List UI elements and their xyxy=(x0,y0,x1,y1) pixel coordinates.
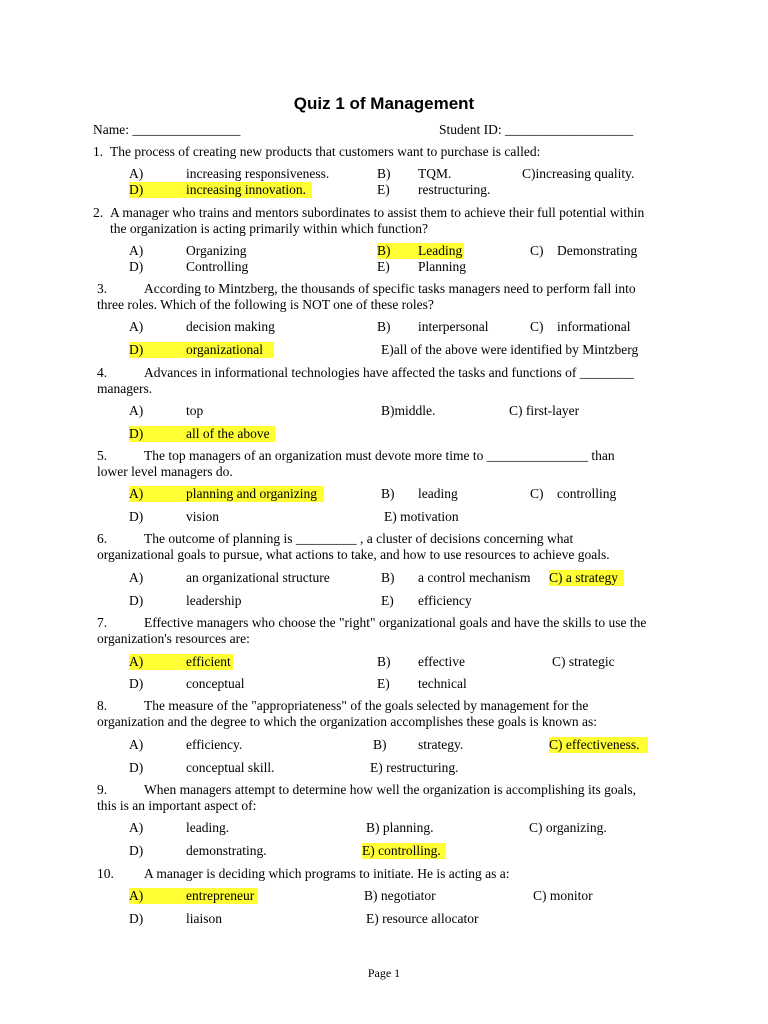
option-text: technical xyxy=(418,676,467,691)
option-letter: D) xyxy=(129,593,144,608)
option-text: B)middle. xyxy=(381,403,436,418)
option-letter: E) xyxy=(381,593,394,608)
option-letter: B) xyxy=(381,486,395,501)
option-text: strategy. xyxy=(418,737,464,752)
question-text: organizational goals to pursue, what actions to take, and how to use resources to achieve goals. xyxy=(97,547,610,562)
question-text: Advances in informational technologies have affected the tasks and functions of ________ xyxy=(144,365,634,380)
question-text: A manager is deciding which programs to initiate. He is acting as a: xyxy=(144,866,510,881)
option-text: decision making xyxy=(186,319,275,334)
question-text: The measure of the "appropriateness" of the goals selected by management for the xyxy=(144,698,589,713)
option-text: demonstrating. xyxy=(186,843,267,858)
option-letter: D) xyxy=(129,760,144,775)
question-text: lower level managers do. xyxy=(97,464,233,479)
option-letter: D) xyxy=(129,911,144,926)
question-text: the organization is acting primarily within which function? xyxy=(110,221,429,236)
question-text: According to Mintzberg, the thousands of specific tasks managers need to perform fall into xyxy=(144,281,636,296)
question-text: Effective managers who choose the "right" organizational goals and have the skills to use the xyxy=(144,615,647,630)
question-number: 1. xyxy=(93,144,104,159)
option-letter: B) xyxy=(377,654,391,669)
question-text: When managers attempt to determine how well the organization is accomplishing its goals, xyxy=(144,782,636,797)
highlighted-answer xyxy=(129,426,275,442)
option-letter: A) xyxy=(129,737,144,752)
option-text: entrepreneur xyxy=(186,888,255,903)
option-text: conceptual skill. xyxy=(186,760,275,775)
option-letter: D) xyxy=(129,509,144,524)
question-text: organization and the degree to which the organization accomplishes these goals is known as: xyxy=(97,714,597,729)
option-letter: B) xyxy=(377,166,391,181)
question-text: The outcome of planning is _________ , a cluster of decisions concerning what xyxy=(144,531,574,546)
option-text: all of the above xyxy=(186,426,270,441)
option-text: C) organizing. xyxy=(529,820,607,835)
option-letter: A) xyxy=(129,403,144,418)
option-text: an organizational structure xyxy=(186,570,330,585)
option-text: Demonstrating xyxy=(557,243,638,258)
highlighted-answer: C) a strategy xyxy=(549,570,624,586)
option-letter: B) xyxy=(381,570,395,585)
option-text: efficiency. xyxy=(186,737,243,752)
option-letter: D) xyxy=(129,843,144,858)
option-text: efficient xyxy=(186,654,231,669)
highlighted-answer xyxy=(129,486,324,502)
option-letter: A) xyxy=(129,570,144,585)
option-letter: D) xyxy=(129,426,144,441)
option-letter: A) xyxy=(129,486,144,501)
option-text: Leading xyxy=(418,243,463,258)
option-text: E) restructuring. xyxy=(370,760,459,775)
question-number: 7. xyxy=(97,615,108,630)
option-letter: A) xyxy=(129,820,144,835)
option-text: E)all of the above were identified by Mintzberg xyxy=(381,342,639,357)
highlighted-answer xyxy=(129,342,274,358)
option-text: leading xyxy=(418,486,458,501)
question-text: three roles. Which of the following is NOT one of these roles? xyxy=(97,297,434,312)
option-text: vision xyxy=(186,509,220,524)
question-number: 2. xyxy=(93,205,104,220)
option-text: planning and organizing xyxy=(186,486,317,501)
page-title: Quiz 1 of Management xyxy=(293,94,475,113)
option-text: conceptual xyxy=(186,676,245,691)
option-text: E) resource allocator xyxy=(366,911,479,926)
option-text: C)increasing quality. xyxy=(522,166,635,181)
option-text: leadership xyxy=(186,593,242,608)
option-text: restructuring. xyxy=(418,182,491,197)
question-number: 6. xyxy=(97,531,108,546)
option-text: top xyxy=(186,403,204,418)
question-number: 8. xyxy=(97,698,108,713)
option-letter: A) xyxy=(129,166,144,181)
option-text: increasing innovation. xyxy=(186,182,306,197)
option-letter: E) xyxy=(377,259,390,274)
option-letter: D) xyxy=(129,676,144,691)
option-text: controlling xyxy=(557,486,617,501)
question-number: 10. xyxy=(97,866,114,881)
question-text: A manager who trains and mentors subordinates to assist them to achieve their full potential within xyxy=(110,205,645,220)
name-field-label: Name: ________________ xyxy=(93,122,241,137)
option-letter: E) xyxy=(377,676,390,691)
question-number: 3. xyxy=(97,281,108,296)
question-text: The top managers of an organization must devote more time to _______________ than xyxy=(144,448,615,463)
option-text: increasing responsiveness. xyxy=(186,166,330,181)
option-letter: E) xyxy=(377,182,390,197)
option-text: Planning xyxy=(418,259,467,274)
question-text: this is an important aspect of: xyxy=(97,798,257,813)
option-letter: D) xyxy=(129,182,144,197)
option-letter: A) xyxy=(129,654,144,669)
option-letter: D) xyxy=(129,259,144,274)
highlighted-answer xyxy=(129,888,258,904)
option-text: informational xyxy=(557,319,631,334)
option-letter: A) xyxy=(129,888,144,903)
highlighted-answer xyxy=(377,243,464,259)
option-text: C) first-layer xyxy=(509,403,580,418)
option-text: E) motivation xyxy=(384,509,459,524)
option-letter: B) xyxy=(373,737,387,752)
option-text: TQM. xyxy=(418,166,452,181)
option-letter: A) xyxy=(129,243,144,258)
question-number: 9. xyxy=(97,782,108,797)
option-text: interpersonal xyxy=(418,319,489,334)
highlighted-answer: C) effectiveness. xyxy=(549,737,648,753)
highlighted-answer: E) controlling. xyxy=(362,843,446,859)
option-letter: C) xyxy=(530,243,544,258)
question-number: 4. xyxy=(97,365,108,380)
question-text: The process of creating new products that customers want to purchase is called: xyxy=(110,144,541,159)
option-text: a control mechanism xyxy=(418,570,531,585)
page-number: Page 1 xyxy=(367,966,401,980)
option-letter: C) xyxy=(530,319,544,334)
option-text: effective xyxy=(418,654,465,669)
option-letter: D) xyxy=(129,342,144,357)
option-text: B) negotiator xyxy=(364,888,436,903)
option-text: C) strategic xyxy=(552,654,615,669)
option-text: Organizing xyxy=(186,243,247,258)
option-letter: B) xyxy=(377,319,391,334)
option-text: liaison xyxy=(186,911,222,926)
question-text: managers. xyxy=(97,381,153,396)
option-letter: B) xyxy=(377,243,391,258)
option-text: Controlling xyxy=(186,259,249,274)
option-text: organizational xyxy=(186,342,263,357)
question-number: 5. xyxy=(97,448,108,463)
highlighted-answer xyxy=(129,654,233,670)
student-id-field-label: Student ID: ___________________ xyxy=(439,122,634,137)
option-text: efficiency xyxy=(418,593,472,608)
option-text: leading. xyxy=(186,820,230,835)
option-letter: C) xyxy=(530,486,544,501)
option-text: C) monitor xyxy=(533,888,593,903)
question-text: organization's resources are: xyxy=(97,631,250,646)
option-text: B) planning. xyxy=(366,820,434,835)
highlighted-answer xyxy=(129,182,312,198)
option-letter: A) xyxy=(129,319,144,334)
